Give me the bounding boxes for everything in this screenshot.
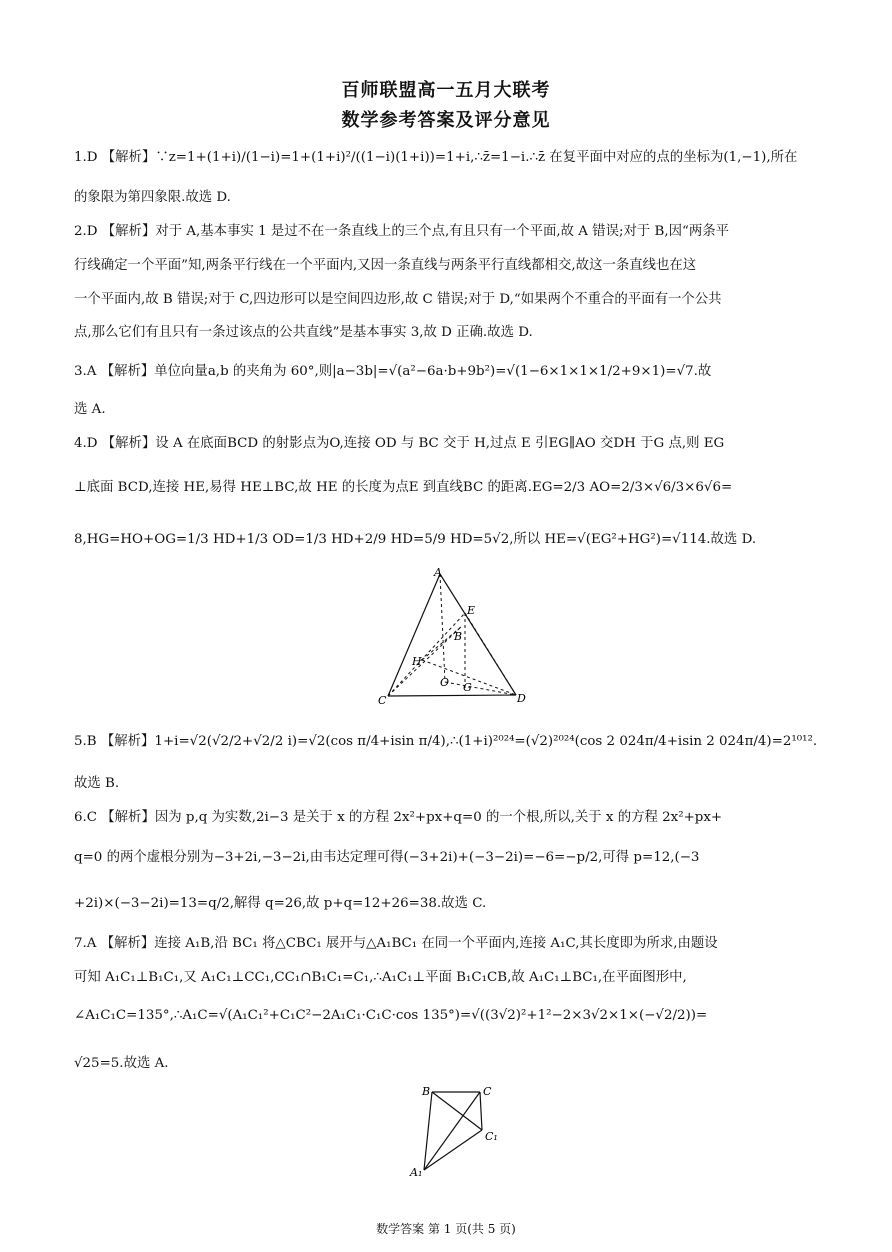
fig2-label-a1: A₁ bbox=[410, 1166, 423, 1179]
fig1-label-a: A bbox=[434, 566, 442, 579]
fig1-label-b: B bbox=[454, 630, 463, 643]
q4-line-2: ⊥底面 BCD,连接 HE,易得 HE⊥BC,故 HE 的长度为点E 到直线BC 的距离.EG=2/3 AO=2/3×√6/3×6√6= bbox=[74, 480, 733, 495]
q5-line-1: 5.B 【解析】1+i=√2(√2/2+√2/2 i)=√2(cos π/4+isin π/4),∴(1+i)²⁰²⁴=(√2)²⁰²⁴(cos 2 024π/4+isin 2 024π/4)=2¹⁰¹². bbox=[74, 734, 818, 749]
fig1-label-g: G bbox=[463, 681, 472, 694]
q4-line-1: 4.D 【解析】设 A 在底面BCD 的射影点为O,连接 OD 与 BC 交于 H,过点 E 引EG∥AO 交DH 于G 点,则 EG bbox=[74, 436, 725, 451]
fig1-label-e: E bbox=[467, 604, 476, 617]
fig2-label-c: C bbox=[483, 1085, 492, 1098]
q3-line-2: 选 A. bbox=[74, 402, 106, 417]
page-subtitle: 数学参考答案及评分意见 bbox=[341, 110, 551, 131]
fig1-label-c: C bbox=[378, 694, 387, 706]
q2-line-2: 行线确定一个平面”知,两条平行线在一个平面内,又因一条直线与两条平行直线都相交,故这一条直线也在这 bbox=[74, 258, 697, 273]
tetrahedron-figure bbox=[370, 564, 540, 706]
q3-line-1: 3.A 【解析】单位向量a,b 的夹角为 60°,则|a−3b|=√(a²−6a·b+9b²)=√(1−6×1×1×1/2+9×1)=√7.故 bbox=[74, 364, 712, 379]
q7-line-4: √25=5.故选 A. bbox=[74, 1056, 169, 1071]
q6-line-1: 6.C 【解析】因为 p,q 为实数,2i−3 是关于 x 的方程 2x²+px+q=0 的一个根,所以,关于 x 的方程 2x²+px+ bbox=[74, 810, 723, 825]
fig1-label-h: H bbox=[412, 655, 422, 668]
q1-line-2: 的象限为第四象限.故选 D. bbox=[74, 190, 231, 205]
unfold-figure bbox=[406, 1080, 512, 1180]
fig1-label-d: D bbox=[517, 692, 526, 705]
q6-line-2: q=0 的两个虚根分别为−3+2i,−3−2i,由韦达定理可得(−3+2i)+(−3−2i)=−6=−p/2,可得 p=12,(−3 bbox=[74, 850, 700, 865]
q7-line-2: 可知 A₁C₁⊥B₁C₁,又 A₁C₁⊥CC₁,CC₁∩B₁C₁=C₁,∴A₁C₁⊥平面 B₁C₁CB,故 A₁C₁⊥BC₁,在平面图形中, bbox=[74, 970, 687, 985]
fig2-label-b: B bbox=[422, 1085, 431, 1098]
page-title: 百师联盟高一五月大联考 bbox=[341, 80, 551, 101]
q6-line-3: +2i)×(−3−2i)=13=q/2,解得 q=26,故 p+q=12+26=38.故选 C. bbox=[74, 896, 487, 911]
q2-line-4: 点,那么它们有且只有一条过该点的公共直线”是基本事实 3,故 D 正确.故选 D. bbox=[74, 325, 533, 340]
fig1-label-o: O bbox=[440, 676, 450, 689]
q4-line-3: 8,HG=HO+OG=1/3 HD+1/3 OD=1/3 HD+2/9 HD=5/9 HD=5√2,所以 HE=√(EG²+HG²)=√114.故选 D. bbox=[74, 532, 757, 547]
q7-line-1: 7.A 【解析】连接 A₁B,沿 BC₁ 将△CBC₁ 展开与△A₁BC₁ 在同一个平面内,连接 A₁C,其长度即为所求,由题设 bbox=[74, 936, 718, 951]
fig2-label-c1: C₁ bbox=[485, 1130, 498, 1143]
q1-line-1: 1.D 【解析】∵z=1+(1+i)/(1−i)=1+(1+i)²/((1−i)(1+i))=1+i,∴z̄=1−i.∴z̄ 在复平面中对应的点的坐标为(1,−1),所在 bbox=[74, 150, 798, 165]
q2-line-3: 一个平面内,故 B 错误;对于 C,四边形可以是空间四边形,故 C 错误;对于 D,“如果两个不重合的平面有一个公共 bbox=[74, 292, 722, 307]
q2-line-1: 2.D 【解析】对于 A,基本事实 1 是过不在一条直线上的三个点,有且只有一个平面,故 A 错误;对于 B,因“两条平 bbox=[74, 224, 730, 239]
q7-line-3: ∠A₁C₁C=135°,∴A₁C=√(A₁C₁²+C₁C²−2A₁C₁·C₁C·cos 135°)=√((3√2)²+1²−2×3√2×1×(−√2/2))= bbox=[74, 1008, 708, 1023]
q5-line-2: 故选 B. bbox=[74, 776, 120, 791]
page-footer: 数学答案 第 1 页(共 5 页) bbox=[376, 1222, 516, 1236]
